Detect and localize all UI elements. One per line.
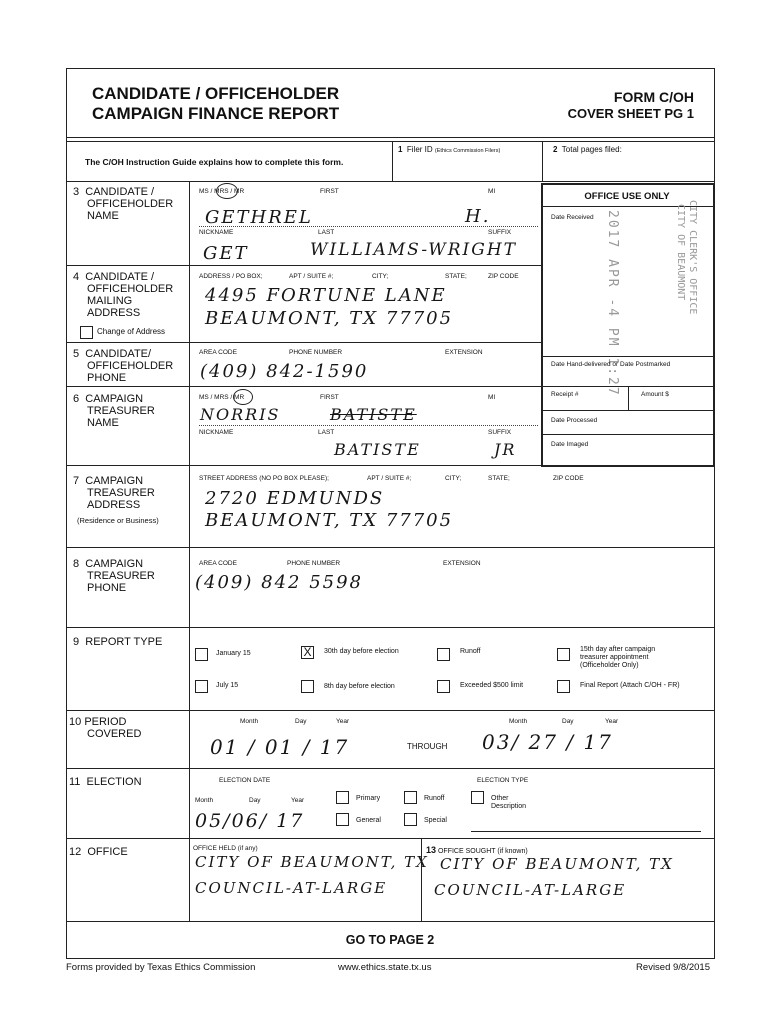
checkbox-mark: X bbox=[303, 645, 312, 659]
label-line: MAILING bbox=[87, 295, 133, 307]
pages-filed-label bbox=[553, 145, 622, 154]
s8-area-label: AREA CODE bbox=[199, 560, 237, 567]
s11-year-label: Year bbox=[291, 797, 305, 804]
label-line: ELECTION bbox=[86, 776, 142, 788]
other-line2: Description bbox=[491, 803, 527, 810]
s11-month-label: Month bbox=[195, 797, 214, 804]
s10-month-label: Month bbox=[240, 718, 259, 725]
section-5-label bbox=[73, 348, 173, 384]
s6-nickname-label: NICKNAME bbox=[199, 429, 234, 436]
day15-checkbox[interactable] bbox=[557, 648, 570, 661]
section-num: 5 bbox=[73, 348, 80, 360]
form-title-line2: CAMPAIGN FINANCE REPORT bbox=[92, 104, 340, 123]
office-amount: Amount $ bbox=[641, 391, 669, 398]
s6-suffix-label: SUFFIX bbox=[488, 429, 512, 436]
s3-title-label: MS / MRS / MR bbox=[199, 188, 245, 195]
label-line: PHONE bbox=[87, 582, 127, 594]
section-4-label bbox=[73, 271, 173, 319]
jul15-label: July 15 bbox=[216, 682, 239, 689]
s6-first-label: FIRST bbox=[320, 394, 339, 401]
section-8-label bbox=[73, 558, 155, 594]
section-num: 6 bbox=[73, 393, 80, 405]
s6-mi-label: MI bbox=[488, 394, 496, 401]
special-label: Special bbox=[424, 817, 447, 824]
s12-held-line2: COUNCIL-AT-LARGE bbox=[195, 879, 388, 897]
s4-zip-label: ZIP CODE bbox=[488, 273, 519, 280]
jul15-checkbox[interactable] bbox=[195, 680, 208, 693]
s7-zip-label: ZIP CODE bbox=[553, 475, 584, 482]
s13-sought-line1: CITY OF BEAUMONT, TX bbox=[440, 855, 674, 873]
section-6-label bbox=[73, 393, 155, 429]
day8-checkbox[interactable] bbox=[301, 680, 314, 693]
primary-checkbox[interactable] bbox=[336, 791, 349, 804]
s4-city-label: CITY; bbox=[372, 273, 389, 280]
s6-suffix-value: JR bbox=[494, 440, 517, 459]
runoff-label: Runoff bbox=[460, 648, 481, 655]
label-line: CANDIDATE / bbox=[85, 186, 155, 198]
s11-day-label: Day bbox=[249, 797, 261, 804]
section-num: 7 bbox=[73, 475, 80, 487]
change-of-address-checkbox[interactable] bbox=[80, 326, 93, 339]
office-date-imaged: Date Imaged bbox=[551, 441, 589, 448]
change-of-address-label: Change of Address bbox=[97, 327, 166, 336]
s3-mi-value: H. bbox=[465, 206, 491, 227]
s8-ext-label: EXTENSION bbox=[443, 560, 481, 567]
s7-address-line1: 2720 EDMUNDS bbox=[205, 488, 385, 509]
label-line: NAME bbox=[87, 210, 119, 222]
form-title-line1: CANDIDATE / OFFICEHOLDER bbox=[92, 84, 340, 103]
footer-right: Revised 9/8/2015 bbox=[636, 962, 710, 973]
label-line: OFFICEHOLDER bbox=[87, 198, 174, 210]
label-line: OFFICEHOLDER bbox=[87, 360, 174, 372]
label-line: CANDIDATE / bbox=[85, 271, 155, 283]
section-12-label bbox=[69, 846, 128, 858]
s6-mr-circle bbox=[233, 389, 253, 405]
s6-last-value: BATISTE bbox=[334, 440, 421, 459]
s3-mrs-circle bbox=[216, 183, 238, 199]
jan15-label: January 15 bbox=[216, 650, 251, 657]
filer-id-sub: (Ethics Commission Filers) bbox=[434, 148, 501, 154]
s7-city-label: CITY; bbox=[445, 475, 462, 482]
s10-year-label: Year bbox=[336, 718, 350, 725]
s11-runoff-checkbox[interactable] bbox=[404, 791, 417, 804]
general-checkbox[interactable] bbox=[336, 813, 349, 826]
office-date-received: Date Received bbox=[551, 214, 594, 221]
s6-title-label: MS / MRS / MR bbox=[199, 394, 245, 401]
form-code-line1: FORM C/OH bbox=[613, 89, 694, 105]
day30-checkbox[interactable] bbox=[301, 646, 314, 659]
s10-to-value: 03/ 27 / 17 bbox=[482, 730, 613, 754]
label-line: TREASURER bbox=[87, 405, 155, 417]
label-line: PERIOD bbox=[84, 716, 127, 728]
footer-left: Forms provided by Texas Ethics Commission bbox=[66, 962, 256, 973]
label-line: REPORT TYPE bbox=[85, 636, 163, 648]
office-date-hand: Date Hand-delivered or Date Postmarked bbox=[551, 361, 671, 368]
stamp-office: CITY CLERK'S OFFICE bbox=[687, 200, 698, 315]
day8-label: 8th day before election bbox=[324, 683, 395, 690]
s7-apt-label: APT / SUITE #; bbox=[367, 475, 412, 482]
s6-last-label: LAST bbox=[318, 429, 335, 436]
pages-filed-text: Total pages filed: bbox=[561, 145, 622, 154]
s5-phone-value: (409) 842-1590 bbox=[200, 361, 369, 382]
office-use-title: OFFICE USE ONLY bbox=[584, 191, 670, 202]
stamp-date: 2017 APR -4 PM 1:27 bbox=[605, 210, 620, 397]
s7-state-label: STATE; bbox=[488, 475, 510, 482]
s11-runoff-label: Runoff bbox=[424, 795, 445, 802]
s10-day2-label: Day bbox=[562, 718, 574, 725]
s3-last-value: WILLIAMS-WRIGHT bbox=[310, 240, 517, 260]
section-num: 3 bbox=[73, 186, 80, 198]
s4-apt-label: APT / SUITE #; bbox=[289, 273, 334, 280]
s10-from-value: 01 / 01 / 17 bbox=[210, 735, 350, 759]
label-line: COVERED bbox=[87, 728, 142, 740]
section-num: 11 bbox=[69, 776, 81, 788]
day15-line3: (Officeholder Only) bbox=[580, 662, 639, 669]
section-3-label bbox=[73, 186, 173, 222]
day30-label: 30th day before election bbox=[324, 648, 399, 655]
footer-center: www.ethics.state.tx.us bbox=[338, 962, 432, 973]
s5-area-label: AREA CODE bbox=[199, 349, 237, 356]
s3-last-label: LAST bbox=[318, 229, 335, 236]
s3-mi-label: MI bbox=[488, 188, 496, 195]
filer-id-text: Filer ID bbox=[406, 145, 433, 154]
section-num: 12 bbox=[69, 846, 82, 858]
s12-held-line1: CITY OF BEAUMONT, TX bbox=[195, 853, 429, 871]
exceeded-label: Exceeded $500 limit bbox=[460, 682, 524, 689]
section-num: 4 bbox=[73, 271, 80, 283]
final-label: Final Report (Attach C/OH - FR) bbox=[580, 682, 680, 689]
form-code-line2: COVER SHEET PG 1 bbox=[567, 106, 694, 121]
final-checkbox[interactable] bbox=[557, 680, 570, 693]
s10-year2-label: Year bbox=[605, 718, 619, 725]
label-line: TREASURER bbox=[87, 487, 155, 499]
jan15-checkbox[interactable] bbox=[195, 648, 208, 661]
s4-address-line1: 4495 FORTUNE LANE bbox=[205, 285, 447, 306]
section-num: 10 bbox=[69, 716, 82, 728]
label-line: CAMPAIGN bbox=[85, 558, 144, 570]
primary-label: Primary bbox=[356, 795, 381, 802]
instructions-text: The C/OH Instruction Guide explains how to complete this form. bbox=[85, 157, 344, 167]
label-line: ADDRESS bbox=[87, 307, 141, 319]
label-line: CAMPAIGN bbox=[85, 475, 144, 487]
label-line: PHONE bbox=[87, 372, 127, 384]
other-line1: Other bbox=[491, 795, 509, 802]
label-line: TREASURER bbox=[87, 570, 155, 582]
s10-through-label: THROUGH bbox=[407, 742, 448, 751]
filer-id-num: 1 bbox=[398, 145, 403, 154]
general-label: General bbox=[356, 817, 381, 824]
s4-address-line2: BEAUMONT, TX 77705 bbox=[205, 308, 454, 329]
s5-phone-label: PHONE NUMBER bbox=[289, 349, 343, 356]
s6-first-struck: BATISTE bbox=[330, 405, 417, 424]
s3-first-value: GETHREL bbox=[205, 207, 313, 228]
go-to-page-2: GO TO PAGE 2 bbox=[345, 933, 435, 947]
s13-sought-label: OFFICE SOUGHT (if known) bbox=[437, 848, 528, 855]
s4-address-label: ADDRESS / PO BOX; bbox=[199, 273, 263, 280]
day15-line2: treasurer appointment bbox=[580, 654, 649, 661]
section-7-label bbox=[73, 475, 155, 511]
s3-first-label: FIRST bbox=[320, 188, 339, 195]
section-10-label bbox=[69, 716, 141, 740]
exceeded-checkbox[interactable] bbox=[437, 680, 450, 693]
special-checkbox[interactable] bbox=[404, 813, 417, 826]
label-line: OFFICEHOLDER bbox=[87, 283, 174, 295]
runoff-checkbox[interactable] bbox=[437, 648, 450, 661]
filer-id-label bbox=[398, 145, 500, 154]
section-num: 8 bbox=[73, 558, 80, 570]
s3-nickname-value: GET bbox=[203, 243, 249, 264]
day15-line1: 15th day after campaign bbox=[580, 646, 656, 653]
label-line: CANDIDATE/ bbox=[85, 348, 152, 360]
office-date-processed: Date Processed bbox=[551, 417, 598, 424]
s11-date-label: ELECTION DATE bbox=[219, 777, 271, 784]
s8-phone-value: (409) 842 5598 bbox=[195, 572, 364, 593]
stamp-city: CITY OF BEAUMONT bbox=[675, 204, 686, 301]
pages-filed-num: 2 bbox=[553, 145, 558, 154]
s4-state-label: STATE; bbox=[445, 273, 467, 280]
other-label bbox=[491, 795, 526, 811]
section-9-label bbox=[73, 636, 162, 648]
s13-sought-line2: COUNCIL-AT-LARGE bbox=[434, 881, 627, 899]
s7-residence-label: (Residence or Business) bbox=[77, 516, 159, 525]
s12-held-label: OFFICE HELD (if any) bbox=[193, 845, 258, 852]
label-line: CAMPAIGN bbox=[85, 393, 144, 405]
s7-address-line2: BEAUMONT, TX 77705 bbox=[205, 510, 454, 531]
s13-label bbox=[426, 845, 528, 855]
other-checkbox[interactable] bbox=[471, 791, 484, 804]
label-line: OFFICE bbox=[87, 846, 128, 858]
label-line: NAME bbox=[87, 417, 119, 429]
s10-day-label: Day bbox=[295, 718, 307, 725]
s11-type-label: ELECTION TYPE bbox=[477, 777, 529, 784]
s5-ext-label: EXTENSION bbox=[445, 349, 483, 356]
label-line: ADDRESS bbox=[87, 499, 141, 511]
s6-first-value: NORRIS bbox=[200, 405, 281, 424]
section-num: 13 bbox=[426, 845, 437, 855]
office-receipt: Receipt # bbox=[551, 391, 579, 398]
s7-street-label: STREET ADDRESS (NO PO BOX PLEASE); bbox=[199, 475, 329, 482]
s3-suffix-label: SUFFIX bbox=[488, 229, 512, 236]
section-11-label bbox=[69, 776, 142, 788]
s10-month2-label: Month bbox=[509, 718, 528, 725]
section-num: 9 bbox=[73, 636, 80, 648]
day15-label bbox=[580, 646, 655, 670]
s8-phone-label: PHONE NUMBER bbox=[287, 560, 341, 567]
s3-nickname-label: NICKNAME bbox=[199, 229, 234, 236]
s11-date-value: 05/06/ 17 bbox=[195, 810, 305, 832]
